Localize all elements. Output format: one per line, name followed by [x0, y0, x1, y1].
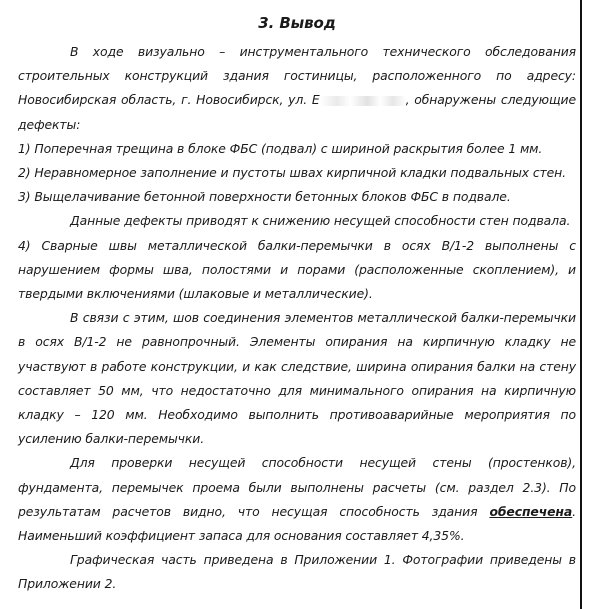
paragraph-appendix: Графическая часть приведена в Приложении 1. Фотографии приведены в Приложении 2. — [18, 552, 576, 592]
defect-item-4: 4) Сварные швы металлической балки-перемычки в осях В/1-2 выполнены с нарушением формы шва, полостями и порами (расположенные скоплением), и твердыми включениями (шлаковые и металлические). — [18, 237, 576, 302]
defect-item-2: 2) Неравномерное заполнение и пустоты швах кирпичной кладки подвальных стен. — [18, 165, 567, 181]
calculation-text-end: . Наименьший коэффициент запаса для основания составляет 4,35%. — [18, 503, 576, 544]
defect-item-1: 1) Поперечная трещина в блоке ФБС (подвал) с шириной раскрытия более 1 мм. — [18, 140, 543, 156]
calculation-text: Для проверки несущей способности несущей стены (простенков), фундамента, перемычек проема были выполнены расчеты (см. раздел 2.3). По результатам расчетов видно, что несущая способность здания — [18, 455, 576, 519]
paragraph-consequence: Данные дефекты приводят к снижению несущей способности стен подвала. — [70, 213, 571, 229]
paragraph-intro — [18, 40, 576, 137]
intro-text-tail: , обнаружены следующие дефекты: — [18, 92, 576, 132]
redacted-address — [320, 96, 406, 106]
intro-text: В ходе визуально – инструментального технического обследования строительных конструкций здания гостиницы, расположенного по адресу: Новосибирская область, г. Новосибирск, ул. Е — [18, 44, 576, 108]
paragraph-weld-conclusion: В связи с этим, шов соединения элементов металлической балки-перемычки в осях В/1-2 не равнопрочный. Элементы опирания на кирпичную кладку не участвуют в работе конструкции, и как следствие, ширина опирания балки на стену составляет 50 мм, что недостаточно для минимального опирания на кирпичную кладку – 120 мм. Необходимо выполнить противоаварийные мероприятия по усилению балки-перемычки. — [18, 310, 576, 447]
section-title: 3. Вывод — [258, 14, 336, 32]
defect-item-3: 3) Выщелачивание бетонной поверхности бетонных блоков ФБС в подвале. — [18, 189, 511, 205]
document-body — [18, 8, 576, 597]
paragraph-calculation — [18, 451, 576, 548]
emphasis-ensured: обеспечена — [489, 503, 573, 519]
frame-border-line — [580, 0, 582, 609]
